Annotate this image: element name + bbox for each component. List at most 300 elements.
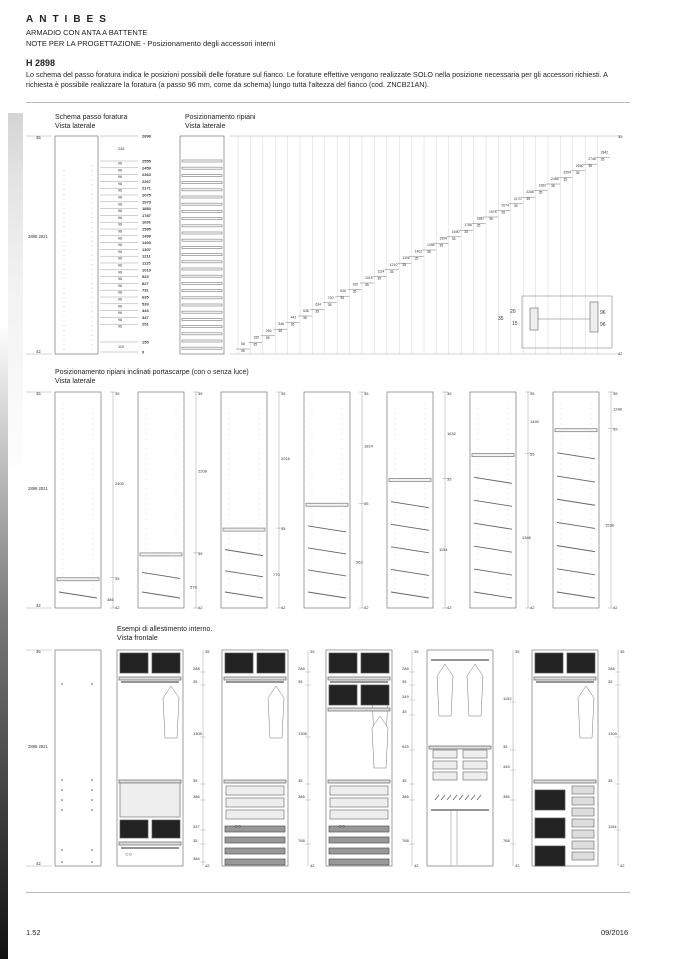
hole-dot xyxy=(478,489,479,490)
hole-dot xyxy=(229,454,230,455)
hole-dot xyxy=(229,489,230,490)
hole-dot xyxy=(229,414,230,415)
hole-dot xyxy=(342,574,343,575)
hole-dot xyxy=(395,584,396,585)
bottom-dim: 42 xyxy=(115,605,120,610)
hole-dot xyxy=(146,549,147,550)
hole-dot xyxy=(508,524,509,525)
hole-dot xyxy=(425,544,426,545)
hole-dot xyxy=(478,564,479,565)
hole-dot xyxy=(92,184,93,185)
interior-dim: 347 xyxy=(193,824,200,829)
interior-dim: 35 xyxy=(608,679,613,684)
pitch-label: 96 xyxy=(118,297,122,302)
interior-dim: 35 xyxy=(298,679,303,684)
hole-dot xyxy=(93,499,94,500)
hole-dot xyxy=(146,414,147,415)
hole-dot xyxy=(259,514,260,515)
hole-dot xyxy=(478,574,479,575)
hole-dot xyxy=(342,579,343,580)
top-dim: 35 xyxy=(198,391,203,396)
bottom-dim: 42 xyxy=(620,863,625,868)
inclined-shelf xyxy=(474,592,512,598)
interior-dim: 288 xyxy=(298,666,305,671)
hole-dot xyxy=(342,419,343,420)
hole-dot xyxy=(176,449,177,450)
stair-value: 2266 xyxy=(526,190,534,195)
shoe-shelf xyxy=(225,837,285,843)
hole-dot xyxy=(425,404,426,405)
hole-dot xyxy=(508,439,509,440)
inclined-shelf xyxy=(557,569,595,575)
stair-gap: 35 xyxy=(551,184,555,188)
hole-dot xyxy=(561,419,562,420)
hole-dot xyxy=(176,494,177,495)
section2-drawing xyxy=(0,384,678,616)
hole-dot xyxy=(146,479,147,480)
hole-dot xyxy=(259,409,260,410)
hole-dot xyxy=(259,484,260,485)
hole-dot xyxy=(561,579,562,580)
stair-value: 1306 xyxy=(402,256,410,261)
hole-dot xyxy=(146,504,147,505)
hole-dot xyxy=(591,444,592,445)
hole-dot xyxy=(478,559,479,560)
hole-dot xyxy=(342,479,343,480)
hole-dot xyxy=(591,559,592,560)
hole-dot xyxy=(425,579,426,580)
hole-dot xyxy=(395,574,396,575)
lower-dim: 1538 xyxy=(605,522,614,528)
black-drawer xyxy=(361,653,389,673)
trouser-rack xyxy=(477,795,481,800)
hole-dot xyxy=(591,489,592,490)
hole-dot xyxy=(92,260,93,261)
hole-dot xyxy=(64,213,65,214)
hole-dot xyxy=(63,524,64,525)
hole-dot xyxy=(93,474,94,475)
section1-drawing xyxy=(0,128,678,360)
hole-dot xyxy=(146,434,147,435)
hole-dot xyxy=(395,499,396,500)
hole-dot xyxy=(92,236,93,237)
hole-dot xyxy=(395,509,396,510)
hole-dot xyxy=(342,549,343,550)
position-label: 1115 xyxy=(142,260,151,266)
hole-dot xyxy=(425,484,426,485)
stair-value: 2842 xyxy=(600,150,609,155)
trouser-rack xyxy=(465,795,469,800)
hole-dot xyxy=(259,414,260,415)
hole-dot xyxy=(342,429,343,430)
stair-gap: 35 xyxy=(265,335,270,340)
inclined-shelf xyxy=(391,547,429,553)
hole-dot xyxy=(229,514,230,515)
hole-dot xyxy=(63,424,64,425)
hole-dot xyxy=(91,779,93,781)
interior-dim: 445 xyxy=(503,764,510,769)
hole-dot xyxy=(478,414,479,415)
hole-dot xyxy=(312,429,313,430)
bottom-dim: 42 xyxy=(205,863,210,868)
hole-dot xyxy=(342,439,343,440)
top-dim: 35 xyxy=(205,649,210,654)
hole-dot xyxy=(342,559,343,560)
interior-dim: 35 xyxy=(193,679,198,684)
hole-dot xyxy=(63,464,64,465)
hole-dot xyxy=(561,539,562,540)
drawer xyxy=(463,750,487,758)
hole-dot xyxy=(395,559,396,560)
inclined-shelf xyxy=(391,569,429,575)
stair-value: 155 xyxy=(253,335,260,340)
hole-dot xyxy=(312,529,313,530)
hole-dot xyxy=(229,499,230,500)
hole-dot xyxy=(229,419,230,420)
hole-dot xyxy=(176,484,177,485)
shelf xyxy=(224,780,286,783)
hole-dot xyxy=(63,444,64,445)
hole-dot xyxy=(64,180,65,181)
hole-dot xyxy=(229,474,230,475)
hole-dot xyxy=(229,504,230,505)
hole-dot xyxy=(478,474,479,475)
hole-dot xyxy=(146,589,147,590)
upper-dim: 1632 xyxy=(447,431,456,437)
hole-dot xyxy=(176,564,177,565)
stair-gap: 35 xyxy=(377,276,382,281)
hole-dot xyxy=(425,469,426,470)
position-label: 2267 xyxy=(142,178,151,184)
side-drawer xyxy=(572,830,594,838)
stair-value: 346 xyxy=(278,322,284,327)
hole-dot xyxy=(561,514,562,515)
hole-dot xyxy=(478,499,479,500)
hole-dot xyxy=(312,414,313,415)
hole-dot xyxy=(93,484,94,485)
stair-value: 2650 xyxy=(575,163,584,168)
hole-dot xyxy=(561,509,562,510)
hole-dot xyxy=(395,454,396,455)
hole-dot xyxy=(92,349,93,350)
hole-dot xyxy=(395,474,396,475)
hole-dot xyxy=(229,444,230,445)
hole-dot xyxy=(64,274,65,275)
notes-subtitle: NOTE PER LA PROGETTAZIONE - Posizionamento degli accessori interni xyxy=(26,39,276,48)
pitch-label: 96 xyxy=(118,188,122,193)
hole-dot xyxy=(259,504,260,505)
interior-dim: 386 xyxy=(193,794,200,799)
hole-dot xyxy=(64,170,65,171)
upper-dim: 2016 xyxy=(281,456,290,462)
hole-dot xyxy=(591,514,592,515)
hole-dot xyxy=(561,414,562,415)
position-label: 923 xyxy=(142,274,149,280)
trouser-rack xyxy=(441,795,445,800)
hole-dot xyxy=(591,484,592,485)
hole-dot xyxy=(342,529,343,530)
hole-dot xyxy=(561,444,562,445)
hole-dot xyxy=(93,469,94,470)
hole-dot xyxy=(425,574,426,575)
position-label: 731 xyxy=(142,287,149,293)
hole-dot xyxy=(591,519,592,520)
hole-dot xyxy=(508,489,509,490)
inclined-shelf xyxy=(474,546,512,552)
hole-dot xyxy=(561,424,562,425)
stair-gap: 35 xyxy=(439,243,444,248)
hole-dot xyxy=(64,325,65,326)
position-label: 1307 xyxy=(142,246,151,252)
upper-dim: 1440 xyxy=(530,418,539,424)
hole-dot xyxy=(146,544,147,545)
hole-dot xyxy=(63,574,64,575)
hole-dot xyxy=(425,439,426,440)
stair-gap: 35 xyxy=(600,157,605,162)
hole-dot xyxy=(146,404,147,405)
upper-dim: 1824 xyxy=(364,443,373,449)
upper-dim: 1248 xyxy=(613,406,622,412)
hole-dot xyxy=(395,484,396,485)
hole-dot xyxy=(508,469,509,470)
hole-dot xyxy=(64,321,65,322)
black-drawer xyxy=(152,653,180,673)
lower-dim: 1346 xyxy=(522,534,531,540)
stair-value: 538 xyxy=(303,309,309,313)
drawer xyxy=(463,761,487,769)
hole-dot xyxy=(478,479,479,480)
position-label: 1211 xyxy=(142,253,151,259)
hole-dot xyxy=(395,444,396,445)
hole-dot xyxy=(561,474,562,475)
inclined-shelf xyxy=(557,522,595,528)
top-dim: 35 xyxy=(414,649,419,654)
hole-dot xyxy=(259,569,260,570)
hole-dot xyxy=(92,340,93,341)
hole-dot xyxy=(176,454,177,455)
hole-dot xyxy=(591,464,592,465)
hole-dot xyxy=(259,549,260,550)
hole-dot xyxy=(478,484,479,485)
hole-dot xyxy=(64,231,65,232)
shelf xyxy=(182,196,222,198)
hole-dot xyxy=(312,559,313,560)
hole-dot xyxy=(176,434,177,435)
lower-dim: 770 xyxy=(273,572,280,578)
hole-dot xyxy=(259,469,260,470)
shelf xyxy=(182,246,222,248)
detail-dim: 15 xyxy=(512,321,518,327)
shelf xyxy=(429,746,491,749)
hole-dot xyxy=(176,474,177,475)
hole-dot xyxy=(176,544,177,545)
hole-dot xyxy=(395,569,396,570)
hole-dot xyxy=(508,534,509,535)
hole-dot xyxy=(342,464,343,465)
stair-value: 634 xyxy=(315,302,322,307)
detail-part xyxy=(530,308,538,330)
bottom-dim: 42 xyxy=(515,863,520,868)
shelf xyxy=(182,318,222,320)
hole-dot xyxy=(91,849,93,851)
hole-dot xyxy=(312,509,313,510)
lower-dim: 1154 xyxy=(439,547,448,553)
hole-dot xyxy=(63,509,64,510)
hole-dot xyxy=(93,509,94,510)
gap-dim: 35 xyxy=(115,575,120,581)
hole-dot xyxy=(229,589,230,590)
black-drawer xyxy=(567,653,595,673)
hole-dot xyxy=(591,509,592,510)
gap-dim: 35 xyxy=(364,501,369,507)
hole-dot xyxy=(395,519,396,520)
hole-dot xyxy=(508,559,509,560)
hole-dot xyxy=(395,439,396,440)
stair-value: 1210 xyxy=(389,262,398,267)
hole-dot xyxy=(312,404,313,405)
shelf xyxy=(182,326,222,328)
stair-gap: 35 xyxy=(575,170,580,175)
hole-dot xyxy=(425,459,426,460)
shelf xyxy=(182,174,222,176)
hole-dot xyxy=(61,779,63,781)
interior-dim: 35 xyxy=(402,778,407,783)
hole-dot xyxy=(92,335,93,336)
hole-dot xyxy=(176,509,177,510)
hole-dot xyxy=(508,514,509,515)
hole-dot xyxy=(63,469,64,470)
hole-dot xyxy=(312,569,313,570)
caption-shoe-shelves: Posizionamento ripiani inclinati portascarpe (con o senza luce) Vista laterale xyxy=(55,369,249,385)
coat-hanger-icon xyxy=(578,686,594,738)
stair-value: 1882 xyxy=(476,216,485,221)
hole-dot xyxy=(229,579,230,580)
hole-dot xyxy=(259,434,260,435)
stair-value: 1018 xyxy=(365,276,373,280)
hole-dot xyxy=(561,529,562,530)
inclined-shelf xyxy=(474,569,512,575)
hole-dot xyxy=(229,424,230,425)
interior-dim: 288 xyxy=(193,666,200,671)
hole-dot xyxy=(176,584,177,585)
hole-dot xyxy=(91,861,93,863)
hole-dot xyxy=(92,217,93,218)
hole-dot xyxy=(176,464,177,465)
hole-dot xyxy=(229,524,230,525)
hole-dot xyxy=(176,459,177,460)
hole-dot xyxy=(92,170,93,171)
hole-dot xyxy=(478,534,479,535)
hole-dot xyxy=(93,494,94,495)
hole-dot xyxy=(176,514,177,515)
hole-dot xyxy=(425,539,426,540)
hole-dot xyxy=(61,789,63,791)
shelf xyxy=(534,677,596,680)
hole-dot xyxy=(64,269,65,270)
hole-dot xyxy=(92,293,93,294)
hole-dot xyxy=(259,444,260,445)
hole-dot xyxy=(63,544,64,545)
hole-dot xyxy=(342,514,343,515)
shoe-shelf xyxy=(225,848,285,854)
hole-dot xyxy=(478,469,479,470)
hole-dot xyxy=(478,589,479,590)
hole-dot xyxy=(63,449,64,450)
hole-dot xyxy=(395,429,396,430)
side-drawer xyxy=(572,808,594,816)
hole-dot xyxy=(561,404,562,405)
hole-dot xyxy=(508,464,509,465)
hole-dot xyxy=(561,479,562,480)
hole-dot xyxy=(342,544,343,545)
hole-dot xyxy=(63,499,64,500)
horizontal-shelf xyxy=(140,553,182,556)
hole-dot xyxy=(395,404,396,405)
shelf xyxy=(182,275,222,277)
interior-dim: 384 xyxy=(193,856,200,861)
hole-dot xyxy=(342,519,343,520)
hole-dot xyxy=(93,464,94,465)
hole-dot xyxy=(92,203,93,204)
hole-dot xyxy=(92,297,93,298)
hole-dot xyxy=(508,494,509,495)
hole-dot xyxy=(425,414,426,415)
hole-dot xyxy=(229,459,230,460)
hole-dot xyxy=(92,199,93,200)
hole-dot xyxy=(93,444,94,445)
hole-dot xyxy=(312,564,313,565)
hole-dot xyxy=(312,419,313,420)
trouser-rack xyxy=(453,795,457,800)
hole-dot xyxy=(64,293,65,294)
hole-dot xyxy=(146,424,147,425)
hole-dot xyxy=(395,464,396,465)
black-drawer xyxy=(535,846,565,866)
hole-dot xyxy=(64,250,65,251)
side-drawer xyxy=(572,786,594,794)
drawer xyxy=(330,786,388,795)
position-label: 1499 xyxy=(142,233,151,239)
hole-dot xyxy=(63,459,64,460)
hole-dot xyxy=(146,409,147,410)
hole-dot xyxy=(64,217,65,218)
hole-dot xyxy=(395,564,396,565)
inclined-shelf xyxy=(391,524,429,530)
hole-dot xyxy=(63,554,64,555)
hole-dot xyxy=(93,549,94,550)
drawer xyxy=(226,798,284,807)
side-drawer xyxy=(572,841,594,849)
hole-dot xyxy=(508,569,509,570)
hole-dot xyxy=(146,569,147,570)
hole-dot xyxy=(63,484,64,485)
bottom-rule xyxy=(26,892,630,893)
hole-dot xyxy=(64,335,65,336)
hole-dot xyxy=(229,544,230,545)
hole-dot xyxy=(259,449,260,450)
pitch-label: 96 xyxy=(118,195,122,200)
detail-dim: 20 xyxy=(510,309,516,315)
hole-dot xyxy=(591,584,592,585)
hole-dot xyxy=(478,494,479,495)
hole-dot xyxy=(229,479,230,480)
hole-dot xyxy=(425,509,426,510)
hole-dot xyxy=(478,434,479,435)
gap-dim: 35 xyxy=(613,426,618,432)
hole-dot xyxy=(93,534,94,535)
pitch-label: 96 xyxy=(118,229,122,234)
hole-dot xyxy=(92,288,93,289)
